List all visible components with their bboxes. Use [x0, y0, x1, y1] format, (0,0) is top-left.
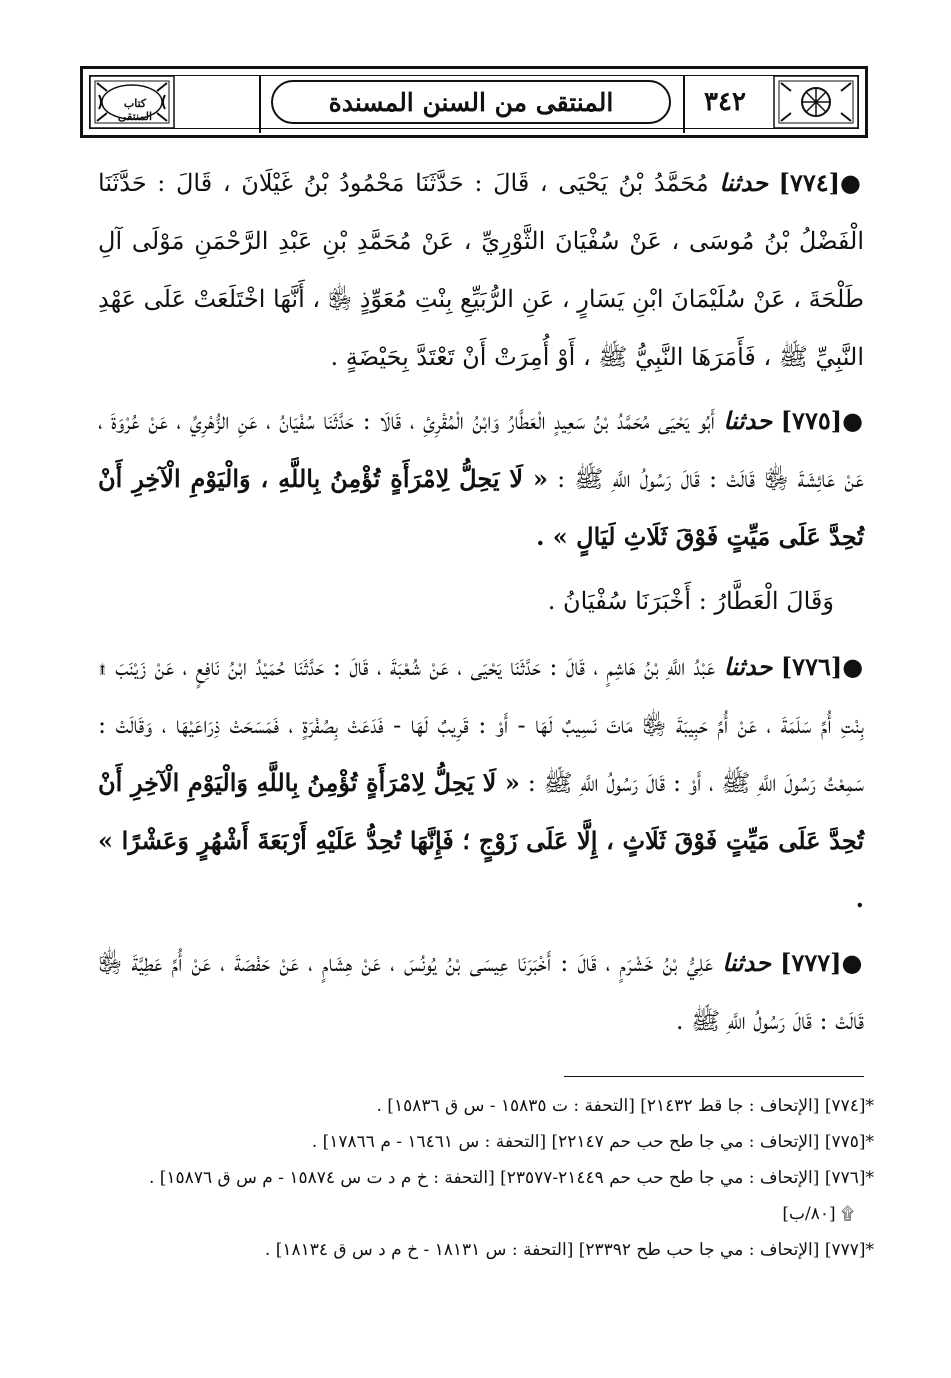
header-divider-left — [259, 75, 261, 133]
hadith-text: مُحَمَّدُ بْنُ يَحْيَى ، قَالَ : حَدَّثَنَا مَحْمُودُ بْنُ غَيْلَانَ ، قَالَ : حَدَّثَنَا الْفَضْلُ بْنُ مُوسَى ، عَنْ سُفْيَانَ الثَّوْرِيِّ ، عَنْ مُحَمَّدِ بْنِ عَبْدِ الرَّحْمَنِ مَوْلَى آلِ طَلْحَةَ ، عَنْ سُلَيْمَانَ ابْنِ يَسَارٍ ، عَنِ الرُّبَيِّعِ بِنْتِ مُعَوِّذٍ ﵂ ، أَنَّهَا اخْتَلَعَتْ عَلَى عَهْدِ النَّبِيِّ ﷺ ، فَأَمَرَهَا النَّبِيُّ ﷺ ، أَوْ أُمِرَتْ أَنْ تَعْتَدَّ بِحَيْضَةٍ . — [98, 169, 864, 371]
hadith-text: عَبْدُ اللَّهِ بْنُ هَاشِمٍ ، قَالَ : حَدَّثَنَا يَحْيَى ، عَنْ شُعْبَةَ ، قَالَ : حَدَّثَنَا حُمَيْدُ ابْنُ نَافِعٍ ، عَنْ زَيْنَبَ ۩ بِنْتِ أُمِّ سَلَمَةَ ، عَنْ أُمِّ حَبِيبَةَ ﵂ مَاتَ نَسِيبٌ لَهَا - أَوْ : قَرِيبٌ لَهَا - فَدَعَتْ بِصُفْرَةٍ ، فَمَسَحَتْ ذِرَاعَيْهَا ، وَقَالَتْ : سَمِعْتُ رَسُولَ اللَّهِ ﷺ ، أَوْ : قَالَ رَسُولُ اللَّهِ ﷺ : — [98, 653, 864, 797]
hadith-text: أَبُو يَحْيَى مُحَمَّدُ بْنُ سَعِيدٍ الْعَطَّارُ وَابْنُ الْمُقْرِئِ ، قَالَا : حَدَّثَنَا سُفْيَانُ ، عَنِ الزُّهْرِيِّ ، عَنْ عُرْوَةَ ، عَنْ عَائِشَةَ ﵂ قَالَتْ : قَالَ رَسُولُ اللَّهِ ﷺ : — [98, 407, 864, 493]
hadith-774: ●[٧٧٤] حدثنا مُحَمَّدُ بْنُ يَحْيَى ، قَالَ : حَدَّثَنَا مَحْمُودُ بْنُ غَيْلَانَ ، قَالَ : حَدَّثَنَا الْفَضْلُ بْنُ مُوسَى ، عَنْ سُفْيَانَ الثَّوْرِيِّ ، عَنْ مُحَمَّدِ بْنِ عَبْدِ الرَّحْمَنِ مَوْلَى آلِ طَلْحَةَ ، عَنْ سُلَيْمَانَ ابْنِ يَسَارٍ ، عَنِ الرُّبَيِّعِ بِنْتِ مُعَوِّذٍ ﵂ ، أَنَّهَا اخْتَلَعَتْ عَلَى عَهْدِ النَّبِيِّ ﷺ ، فَأَمَرَهَا النَّبِيُّ ﷺ ، أَوْ أُمِرَتْ أَنْ تَعْتَدَّ بِحَيْضَةٍ . — [98, 168, 864, 371]
hadith-number: [٧٧٦] — [780, 652, 843, 681]
hadith-lead: حدثنا — [719, 168, 769, 197]
footnote-divider — [564, 1076, 864, 1077]
hadith-776: ●[٧٧٦] حدثنا عَبْدُ اللَّهِ بْنُ هَاشِمٍ ، قَالَ : حَدَّثَنَا يَحْيَى ، عَنْ شُعْبَةَ ، قَالَ : حَدَّثَنَا حُمَيْدُ ابْنُ نَافِعٍ ، عَنْ زَيْنَبَ ۩ بِنْتِ أُمِّ سَلَمَةَ ، عَنْ أُمِّ حَبِيبَةَ ﵂ مَاتَ نَسِيبٌ لَهَا - أَوْ : قَرِيبٌ لَهَا - فَدَعَتْ بِصُفْرَةٍ ، فَمَسَحَتْ ذِرَاعَيْهَا ، وَقَالَتْ : سَمِعْتُ رَسُولَ اللَّهِ ﷺ ، أَوْ : قَالَ رَسُولُ اللَّهِ ﷺ : « لَا يَحِلُّ لِامْرَأَةٍ تُؤْمِنُ بِاللَّهِ وَالْيَوْمِ الْآخِرِ أَنْ تُحِدَّ عَلَى مَيِّتٍ فَوْقَ ثَلَاثٍ ، إِلَّا عَلَى زَوْجٍ ؛ فَإِنَّهَا تُحِدُّ عَلَيْهِ أَرْبَعَةَ أَشْهُرٍ وَعَشْرًا » . — [98, 652, 864, 913]
running-title-box — [271, 80, 671, 124]
hadith-775-note: وَقَالَ الْعَطَّارُ : أَخْبَرَنَا سُفْيَانُ . — [547, 587, 834, 615]
hadith-quote: « لَا يَحِلُّ لِامْرَأَةٍ تُؤْمِنُ بِاللَّهِ ، وَالْيَوْمِ الْآخِرِ أَنْ تُحِدَّ عَلَى مَيِّتٍ فَوْقَ ثَلَاثِ لَيَالٍ » . — [98, 464, 864, 551]
hadith-number: [٧٧٥] — [780, 406, 843, 435]
hadith-777: ●[٧٧٧] حدثنا عَلِيُّ بْنُ خَشْرَمٍ ، قَالَ : أَخْبَرَنَا عِيسَى بْنُ يُونُسَ ، عَنْ هِشَامٍ ، عَنْ حَفْصَةَ ، عَنْ أُمِّ عَطِيَّةَ ﵂ قَالَتْ : قَالَ رَسُولُ اللَّهِ ﷺ . — [98, 948, 864, 1035]
hadith-text: عَلِيُّ بْنُ خَشْرَمٍ ، قَالَ : أَخْبَرَنَا عِيسَى بْنُ يُونُسَ ، عَنْ هِشَامٍ ، عَنْ حَفْصَةَ ، عَنْ أُمِّ عَطِيَّةَ ﵂ قَالَتْ : قَالَ رَسُولُ اللَّهِ ﷺ . — [98, 949, 864, 1035]
page-number: ٣٤٢ — [704, 87, 746, 117]
hadith-number: [٧٧٧] — [780, 948, 842, 977]
running-title: المنتقى من السنن المسندة — [328, 87, 614, 117]
header-logo-text: كتاب المنتقى — [117, 97, 153, 123]
page-header — [80, 66, 868, 138]
footnote-777: *[٧٧٧] [الإتحاف : مي جا حب طح ٢٣٣٩٢] [التحفة : س ١٨١٣١ - خ م د س ق ١٨١٣٤] . — [264, 1240, 874, 1260]
hadith-lead: حدثنا — [723, 406, 773, 435]
hadith-quote: « لَا يَحِلُّ لِامْرَأَةٍ تُؤْمِنُ بِاللَّهِ وَالْيَوْمِ الْآخِرِ أَنْ تُحِدَّ عَلَى مَيِّتٍ فَوْقَ ثَلَاثٍ ، إِلَّا عَلَى زَوْجٍ ؛ فَإِنَّهَا تُحِدُّ عَلَيْهِ أَرْبَعَةَ أَشْهُرٍ وَعَشْرًا » . — [98, 768, 864, 913]
main-text — [98, 154, 864, 1056]
hadith-lead: حدثنا — [723, 652, 773, 681]
hadith-775: ●[٧٧٥] حدثنا أَبُو يَحْيَى مُحَمَّدُ بْنُ سَعِيدٍ الْعَطَّارُ وَابْنُ الْمُقْرِئِ ، قَالَا : حَدَّثَنَا سُفْيَانُ ، عَنِ الزُّهْرِيِّ ، عَنْ عُرْوَةَ ، عَنْ عَائِشَةَ ﵂ قَالَتْ : قَالَ رَسُولُ اللَّهِ ﷺ : « لَا يَحِلُّ لِامْرَأَةٍ تُؤْمِنُ بِاللَّهِ ، وَالْيَوْمِ الْآخِرِ أَنْ تُحِدَّ عَلَى مَيِّتٍ فَوْقَ ثَلَاثِ لَيَالٍ » . — [98, 406, 865, 551]
footnote-776: *[٧٧٦] [الإتحاف : مي جا طح حب حم ٢١٤٤٩-٢٣٥٧٧] [التحفة : خ م د ت س ١٥٨٧٤ - م س ق ١٥٨٧٦] . — [148, 1168, 874, 1188]
footnote-775: *[٧٧٥] [الإتحاف : مي جا طح حب حم ٢٢١٤٧] [التحفة : س ١٦٤٦١ - م ١٧٨٦٦] . — [311, 1132, 874, 1152]
footnote-774: *[٧٧٤] [الإتحاف : جا قط ٢١٤٣٢] [التحفة : ت ١٥٨٣٥ - س ق ١٥٨٣٦] . — [376, 1096, 874, 1116]
footnote-manuscript-folio: ۩ [٨٠/ب] — [782, 1204, 854, 1224]
ornament-right-icon — [773, 75, 859, 129]
footnotes — [90, 1088, 874, 1268]
hadith-lead: حدثنا — [722, 948, 771, 977]
hadith-number: [٧٧٤] — [778, 168, 841, 197]
